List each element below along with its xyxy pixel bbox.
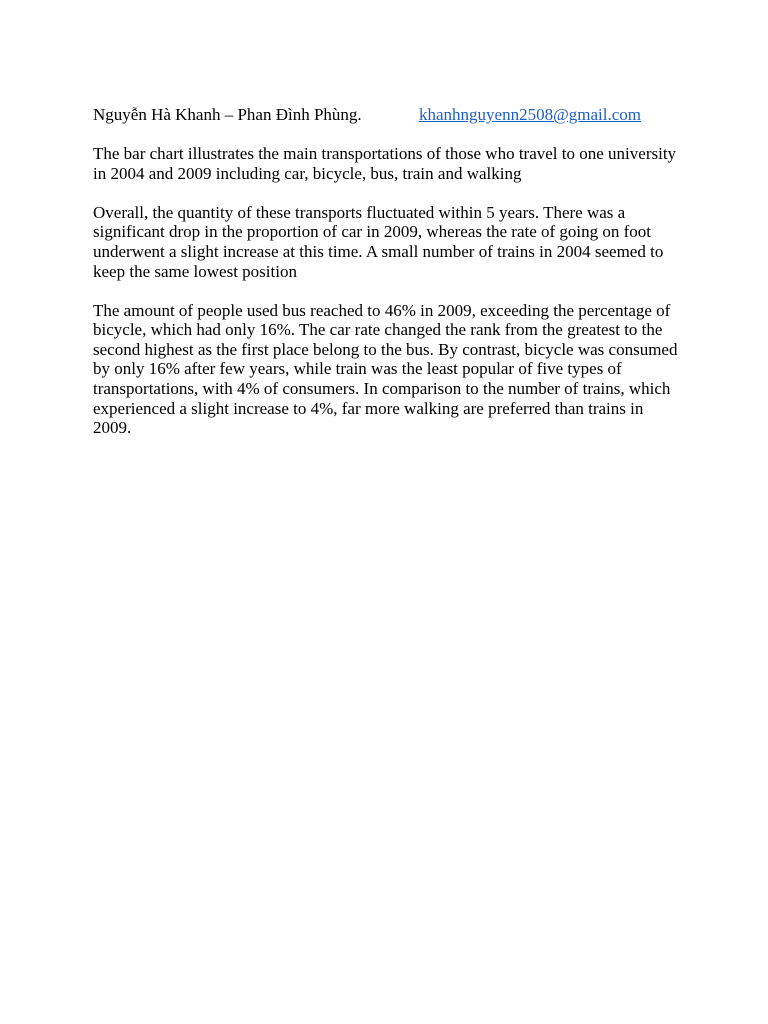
document-page <box>93 105 683 457</box>
email-link[interactable]: khanhnguyenn2508@gmail.com <box>419 105 641 124</box>
author-names: Nguyễn Hà Khanh – Phan Đình Phùng. <box>93 105 362 124</box>
intro-paragraph: The bar chart illustrates the main transportations of those who travel to one university in 2004 and 2009 including car, bicycle, bus, train and walking <box>93 144 677 183</box>
header-line <box>93 105 683 125</box>
overview-paragraph: Overall, the quantity of these transports fluctuated within 5 years. There was a significant drop in the proportion of car in 2009, whereas the rate of going on foot underwent a slight increase at this time. A small number of trains in 2004 seemed to keep the same lowest position <box>93 202 664 281</box>
details-paragraph: The amount of people used bus reached to 46% in 2009, exceeding the percentage of bicycle, which had only 16%. The car rate changed the rank from the greatest to the second highest as the first place belong to the bus. By contrast, bicycle was consumed by only 16% after few years, while train was the least popular of five types of transportations, with 4% of consumers. In comparison to the number of trains, which experienced a slight increase to 4%, far more walking are preferred than trains in 2009. <box>93 300 678 438</box>
